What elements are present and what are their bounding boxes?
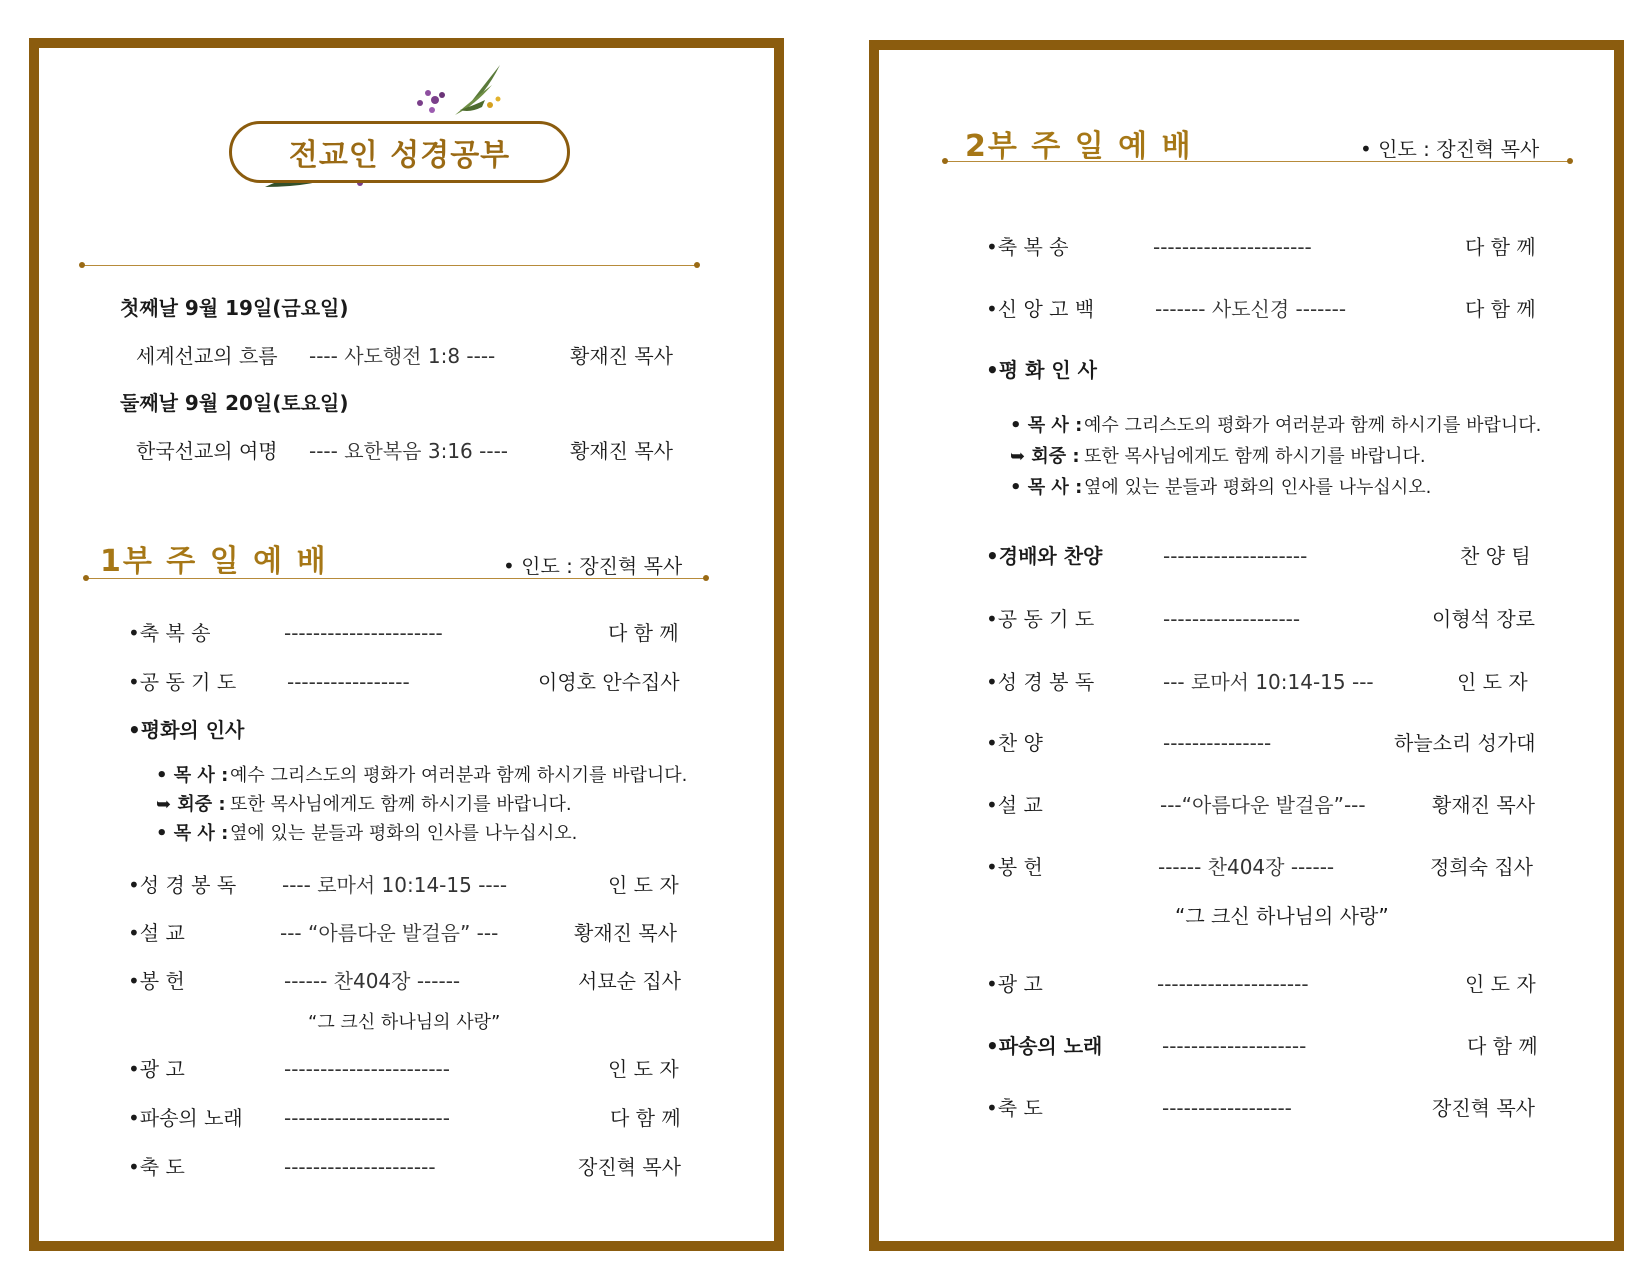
day1-verse: ---- 사도행전 1:8 ---- <box>309 344 496 368</box>
program-item-name: •축 복 송 <box>128 621 211 645</box>
divider <box>86 578 706 579</box>
peace-text: 또한 목사님에게도 함께 하시기를 바랍니다. <box>1084 446 1426 467</box>
divider <box>82 265 697 266</box>
program-item-dashes: ------------------ <box>1162 1096 1292 1120</box>
program-item-performer: 장진혁 목사 <box>578 1155 681 1179</box>
program-item-performer: 이영호 안수집사 <box>538 670 680 694</box>
program-item-name: •설 교 <box>986 793 1043 817</box>
day2-label: 둘째날 9월 20일(토요일) <box>120 391 349 415</box>
program-item-performer: 서묘순 집사 <box>578 969 681 993</box>
program-item-performer: 찬 양 팀 <box>1460 544 1531 568</box>
peace-speaker: • 목 사 : <box>1010 415 1083 436</box>
program-item-name: •축 복 송 <box>986 235 1069 259</box>
peace-text: 또한 목사님에게도 함께 하시기를 바랍니다. <box>230 794 572 815</box>
peace-text: 옆에 있는 분들과 평화의 인사를 나누십시오. <box>230 823 578 844</box>
program-item-performer: 인 도 자 <box>1457 670 1528 694</box>
program-item-performer: 다 함 께 <box>1465 297 1536 321</box>
peace-speaker: • 목 사 : <box>1010 477 1083 498</box>
right-panel <box>869 40 1624 1251</box>
program-item-name: •봉 헌 <box>986 855 1043 879</box>
day1-topic: 세계선교의 흐름 <box>136 344 278 368</box>
program-item-name: •파송의 노래 <box>986 1034 1103 1058</box>
program-item-dashes: ------ 찬404장 ------ <box>284 969 461 993</box>
program-item-name: •광 고 <box>986 972 1043 996</box>
day1-speaker: 황재진 목사 <box>570 344 673 368</box>
hymn-title: “그 크신 하나님의 사랑” <box>308 1012 501 1033</box>
program-item-dashes: ---------------------- <box>284 621 443 645</box>
service1-title: 1부 주 일 예 배 <box>100 544 328 579</box>
program-item-dashes: ----------------------- <box>284 1106 450 1130</box>
day2-topic: 한국선교의 여명 <box>136 439 278 463</box>
service2-leader: • 인도 : 장진혁 목사 <box>1360 137 1540 161</box>
peace-text: 예수 그리스도의 평화가 여러분과 함께 하시기를 바랍니다. <box>1084 415 1542 436</box>
program-item-name: •평 화 인 사 <box>986 358 1097 382</box>
program-item-performer: 정희숙 집사 <box>1430 855 1533 879</box>
program-item-performer: 인 도 자 <box>1465 972 1536 996</box>
program-item-dashes: ----------------- <box>287 670 410 694</box>
program-item-performer: 다 함 께 <box>1465 235 1536 259</box>
program-item-dashes: ---- 로마서 10:14-15 ---- <box>282 873 508 897</box>
program-item-dashes: --------------------- <box>284 1155 436 1179</box>
program-item-dashes: ---“아름다운 발걸음”--- <box>1160 793 1366 817</box>
program-item-performer: 장진혁 목사 <box>1432 1096 1535 1120</box>
program-item-performer: 인 도 자 <box>608 1057 679 1081</box>
program-item-dashes: ------- 사도신경 ------- <box>1155 297 1347 321</box>
program-item-name: •봉 헌 <box>128 969 185 993</box>
program-item-name: •축 도 <box>986 1096 1043 1120</box>
program-item-performer: 황재진 목사 <box>1432 793 1535 817</box>
program-item-dashes: --------------- <box>1163 731 1272 755</box>
peace-text: 예수 그리스도의 평화가 여러분과 함께 하시기를 바랍니다. <box>230 765 688 786</box>
program-item-dashes: --------------------- <box>1157 972 1309 996</box>
program-item-name: •광 고 <box>128 1057 185 1081</box>
day2-speaker: 황재진 목사 <box>570 439 673 463</box>
program-item-name: •축 도 <box>128 1155 185 1179</box>
program-item-name: •평화의 인사 <box>128 718 245 742</box>
peace-speaker: ➥ 회중 : <box>156 794 226 815</box>
program-item-name: •찬 양 <box>986 731 1043 755</box>
day1-label: 첫째날 9월 19일(금요일) <box>120 296 349 320</box>
day2-verse: ---- 요한복음 3:16 ---- <box>309 439 508 463</box>
service2-title: 2부 주 일 예 배 <box>965 129 1193 164</box>
program-item-name: •공 동 기 도 <box>986 607 1095 631</box>
peace-speaker: • 목 사 : <box>156 823 229 844</box>
program-item-performer: 다 함 께 <box>608 621 679 645</box>
program-item-dashes: -------------------- <box>1162 1034 1307 1058</box>
peace-speaker: ➥ 회중 : <box>1010 446 1080 467</box>
program-item-dashes: --- 로마서 10:14-15 --- <box>1163 670 1374 694</box>
hymn-title: “그 크신 하나님의 사랑” <box>1175 904 1389 928</box>
page-title: 전교인 성경공부 <box>229 121 570 183</box>
program-item-name: •성 경 봉 독 <box>986 670 1095 694</box>
program-item-name: •공 동 기 도 <box>128 670 237 694</box>
program-item-performer: 황재진 목사 <box>574 921 677 945</box>
program-item-dashes: --- “아름다운 발걸음” --- <box>280 921 499 945</box>
divider <box>945 161 1570 162</box>
program-item-performer: 이형석 장로 <box>1432 607 1535 631</box>
program-item-name: •성 경 봉 독 <box>128 873 237 897</box>
program-item-name: •경배와 찬양 <box>986 544 1103 568</box>
program-item-dashes: -------------------- <box>1163 544 1308 568</box>
program-item-dashes: ----------------------- <box>284 1057 450 1081</box>
program-item-performer: 인 도 자 <box>608 873 679 897</box>
peace-speaker: • 목 사 : <box>156 765 229 786</box>
program-item-performer: 다 함 께 <box>610 1106 681 1130</box>
service1-leader: • 인도 : 장진혁 목사 <box>503 554 683 578</box>
program-item-dashes: ------ 찬404장 ------ <box>1158 855 1335 879</box>
program-item-performer: 하늘소리 성가대 <box>1394 731 1536 755</box>
program-item-name: •신 앙 고 백 <box>986 297 1095 321</box>
program-item-dashes: ------------------- <box>1163 607 1301 631</box>
program-item-name: •파송의 노래 <box>128 1106 243 1130</box>
program-item-performer: 다 함 께 <box>1467 1034 1538 1058</box>
program-item-name: •설 교 <box>128 921 185 945</box>
program-item-dashes: ---------------------- <box>1153 235 1312 259</box>
peace-text: 옆에 있는 분들과 평화의 인사를 나누십시오. <box>1084 477 1432 498</box>
